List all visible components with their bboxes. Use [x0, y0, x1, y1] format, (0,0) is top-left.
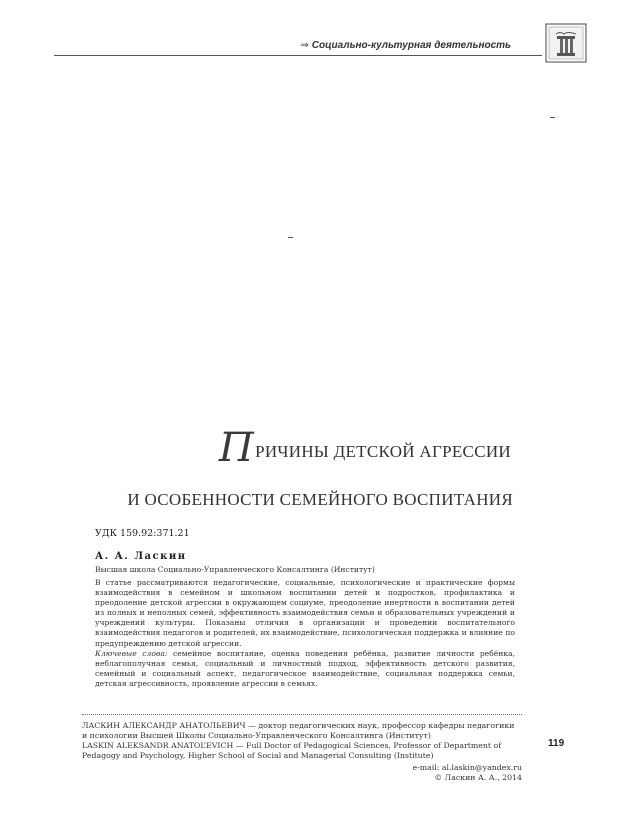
udk-code: УДК 159.92:371.21 [95, 528, 190, 539]
scan-mark [550, 117, 555, 118]
article-title-line2: И ОСОБЕННОСТИ СЕМЕЙНОГО ВОСПИТАНИЯ [127, 490, 513, 509]
title-initial: П [218, 425, 255, 471]
keywords-text: семейное воспитание, оценка поведения ребёнка, развитие личности ребёнка, неблагополучная семья, социальный и личностный подход, эффективность детского развития, семейный и социальный аспект, педагогическое взаимодействие, социальная поддержка семьи, детская агрессивность, проявление агрессии в семьях. [95, 648, 515, 688]
section-title: Социально-культурная деятельность [311, 40, 511, 51]
copyright-line: © Ласкин А. А., 2014 [434, 773, 522, 782]
abstract-text: В статье рассматриваются педагогические, социальные, психологические и практические формы взаимодействия в семейном и школьном воспитании детей и подростков, профилактика и преодоление детской агрессии в окружающем социуме, преодоление инертности в воспитании детей из полных и неполных семей, эффективность взаимодействия семьи и образовательных учреждений и учреждений культуры. Показаны отличия в организации и проведении воспитательного взаимодействия педагогов и родителей, их взаимодействие, психологическая поддержка и влияние по предупреждению детской агрессии. [95, 578, 515, 648]
author-bio-ru: ЛАСКИН АЛЕКСАНДР АНАТОЛЬЕВИЧ — доктор педагогических наук, профессор кафедры педагогики и психологии Высшей Школы Социально-Управленческого Консалтинга (Институт) [82, 721, 515, 741]
abstract [95, 578, 515, 689]
footnote-divider [82, 714, 522, 715]
title-rest: РИЧИНЫ ДЕТСКОЙ АГРЕССИИ [255, 442, 511, 461]
author-bio-en: LASKIN ALEKSANDR ANATOL’EVICH — Full Doctor of Pedagogical Sciences, Professor of Department of Pedagogy and Psychology, Higher School of Social and Managerial Consulting (Institute) [82, 741, 502, 761]
page-number: 119 [548, 738, 565, 749]
scan-mark [288, 237, 293, 238]
keywords-label: Ключевые слова: [95, 648, 168, 658]
running-header [300, 40, 511, 51]
author-name: А. А. Ласкин [95, 551, 187, 562]
arrow-right-icon: ⇒ [300, 40, 309, 51]
author-email: e-mail: al.laskin@yandex.ru [412, 763, 522, 772]
author-affiliation: Высшая школа Социально-Управленческого Консалтинга (Институт) [95, 565, 375, 574]
column-logo-icon [545, 23, 587, 63]
article-title-line1 [218, 425, 511, 471]
header-rule [54, 55, 542, 56]
